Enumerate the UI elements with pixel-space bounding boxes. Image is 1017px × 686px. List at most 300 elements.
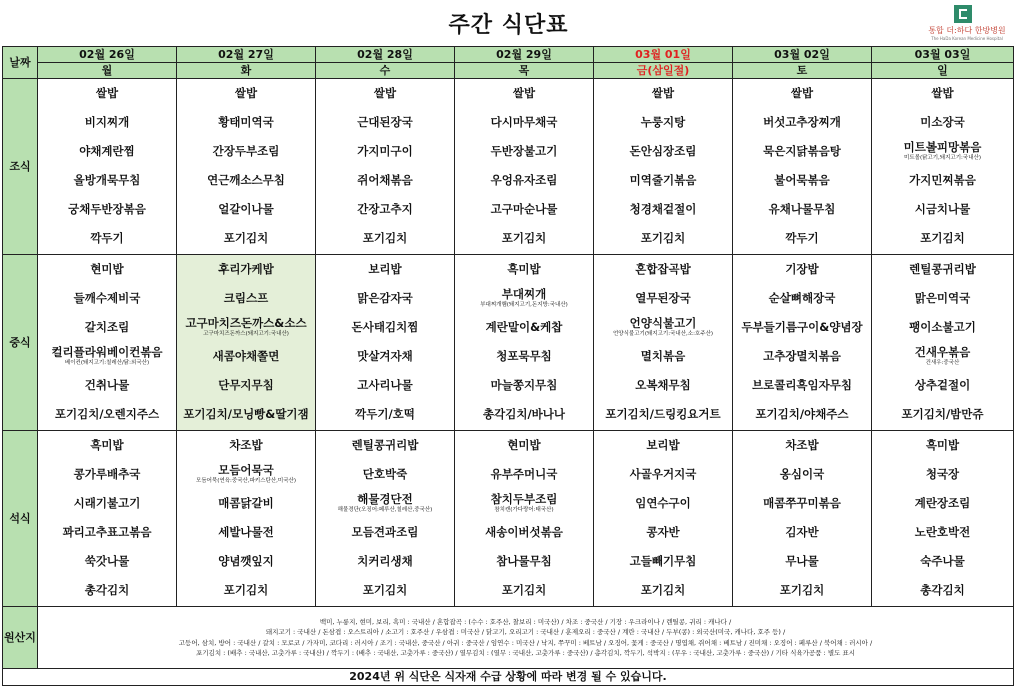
dish-name: 얼갈이나물 bbox=[218, 201, 274, 216]
dish-name: 야채계란찜 bbox=[79, 143, 135, 158]
day-date: 02월 28일 bbox=[316, 47, 455, 63]
dish-name: 가지미구이 bbox=[357, 143, 413, 158]
dish-name: 상추겉절이 bbox=[914, 377, 971, 392]
menu-item bbox=[733, 342, 871, 371]
menu-item bbox=[455, 255, 593, 284]
dish-name: 차조밥 bbox=[229, 437, 263, 452]
menu-item bbox=[177, 255, 315, 284]
day-date: 03월 02일 bbox=[733, 47, 872, 63]
menu-item bbox=[455, 400, 593, 429]
menu-item bbox=[316, 342, 454, 371]
menu-item bbox=[316, 224, 454, 253]
dish-name: 맑은감자국 bbox=[357, 290, 413, 305]
dish-name: 포기김치 bbox=[501, 230, 547, 245]
dish-name: 깍두기 bbox=[785, 230, 819, 245]
dish-name: 갈치조림 bbox=[84, 319, 130, 334]
dish-origin-note: 모듬어묵(연육:중국산,파키스탄산,미국산) bbox=[196, 478, 296, 485]
menu-item bbox=[594, 518, 732, 547]
logo-subtitle: The HaDa Korean Medicine Hospital bbox=[931, 36, 1003, 41]
dish-name: 불어묵볶음 bbox=[774, 172, 830, 187]
lunch-label: 중식 bbox=[3, 255, 38, 431]
dish-name: 순살뼈해장국 bbox=[768, 290, 836, 305]
menu-item bbox=[38, 284, 176, 313]
dish-name: 콩자반 bbox=[646, 524, 680, 539]
origin-label: 원산지 bbox=[3, 607, 38, 669]
menu-item bbox=[872, 460, 1013, 489]
page-title: 주간 식단표 bbox=[448, 13, 569, 38]
menu-item bbox=[594, 166, 732, 195]
dish-name: 묵은지닭볶음탕 bbox=[763, 143, 841, 158]
dish-name: 맑은미역국 bbox=[914, 290, 971, 305]
dish-name: 들깨수제비국 bbox=[73, 290, 141, 305]
day-of-week: 화 bbox=[177, 63, 316, 79]
dish-name: 다시마무채국 bbox=[490, 114, 558, 129]
dish-name: 미소장국 bbox=[920, 114, 965, 129]
dish-name: 보리밥 bbox=[368, 261, 402, 276]
day-date: 02월 29일 bbox=[455, 47, 594, 63]
menu-item bbox=[733, 431, 871, 460]
dish-name: 쑥갓나물 bbox=[84, 553, 130, 568]
menu-item bbox=[733, 489, 871, 518]
dinner-menu-cell bbox=[455, 431, 594, 607]
dish-name: 사골우거지국 bbox=[629, 466, 697, 481]
menu-item bbox=[594, 547, 732, 576]
menu-item bbox=[177, 547, 315, 576]
menu-item bbox=[594, 489, 732, 518]
dish-name: 새콤야채쫄면 bbox=[212, 348, 280, 363]
menu-item bbox=[316, 576, 454, 605]
dish-name: 미트볼피망볶음 bbox=[903, 140, 982, 155]
dish-name: 포기김치 bbox=[640, 582, 686, 597]
dish-name: 열무된장국 bbox=[635, 290, 691, 305]
menu-item bbox=[872, 342, 1013, 371]
dish-name: 오복채무침 bbox=[635, 377, 691, 392]
origin-line: 백미, 누룽지, 현미, 보리, 흑미 : 국내산 / 혼합잡곡 : (수수 : 호주산, 찰보리 : 미국산) / 차조 : 중국산 / 기장 : 우크라이나 / 렌틸콩, 귀리 : 캐나다 / bbox=[319, 618, 732, 627]
dish-name: 쌀밥 bbox=[512, 85, 536, 100]
date-label: 날짜 bbox=[3, 47, 38, 79]
day-of-week: 금(삼일절) bbox=[594, 63, 733, 79]
dish-name: 유채나물무침 bbox=[768, 201, 836, 216]
menu-item bbox=[455, 108, 593, 137]
dish-name: 부대찌개 bbox=[501, 287, 547, 302]
menu-item bbox=[455, 371, 593, 400]
menu-item bbox=[872, 255, 1013, 284]
origin-line: 고등어, 삼치, 방어 : 국내산 / 갈치 : 모로코 / 가자미, 코다리 : 러시아 / 조기 : 국내산, 중국산 / 아귀 : 중국산 / 임연수 : 미국산 / 낙지, 쭈꾸미 : 베트남 / 오징어, 꽃게 : 중국산 / 명엽채, 쥐어채 : 베트남 / 진미채 : 오징어 : 페루산 / 북어채 : 러시아 / bbox=[178, 638, 873, 647]
menu-item bbox=[38, 400, 176, 429]
breakfast-menu-cell bbox=[733, 79, 872, 255]
dish-name: 포기김치 bbox=[920, 230, 965, 245]
menu-item bbox=[177, 576, 315, 605]
menu-item bbox=[316, 431, 454, 460]
menu-item bbox=[177, 195, 315, 224]
menu-item bbox=[316, 195, 454, 224]
menu-item bbox=[455, 489, 593, 518]
day-of-week: 월 bbox=[38, 63, 177, 79]
menu-item bbox=[872, 108, 1013, 137]
menu-item bbox=[733, 255, 871, 284]
dinner-menu-cell bbox=[177, 431, 316, 607]
dish-name: 치커리생채 bbox=[357, 553, 413, 568]
menu-item bbox=[733, 547, 871, 576]
menu-item bbox=[38, 79, 176, 108]
menu-item bbox=[594, 195, 732, 224]
menu-item bbox=[872, 576, 1013, 605]
dish-name: 총각김치/바나나 bbox=[483, 406, 565, 421]
menu-item bbox=[316, 489, 454, 518]
dish-name: 청국장 bbox=[925, 466, 960, 481]
dish-name: 브로콜리흑임자무침 bbox=[752, 377, 852, 392]
menu-item bbox=[455, 460, 593, 489]
menu-item bbox=[177, 400, 315, 429]
dish-name: 멸치볶음 bbox=[640, 348, 686, 363]
dish-name: 미역줄기볶음 bbox=[629, 172, 697, 187]
dish-name: 고들빼기무침 bbox=[629, 553, 697, 568]
menu-item bbox=[872, 371, 1013, 400]
dish-name: 현미밥 bbox=[507, 437, 541, 452]
menu-item bbox=[38, 489, 176, 518]
dish-name: 혼합잡곡밥 bbox=[635, 261, 691, 276]
dish-name: 포기김치/밤만쥬 bbox=[901, 406, 984, 421]
dish-name: 마늘쫑지무침 bbox=[490, 377, 558, 392]
dish-name: 포기김치 bbox=[223, 582, 269, 597]
dish-name: 포기김치/오렌지주스 bbox=[54, 406, 160, 421]
dish-name: 연근깨소스무침 bbox=[207, 172, 285, 187]
dinner-menu-cell bbox=[872, 431, 1014, 607]
logo-name: 통합 더:하다 한방병원 bbox=[928, 26, 1006, 35]
dish-name: 숙주나물 bbox=[920, 553, 965, 568]
menu-item bbox=[316, 518, 454, 547]
dish-name: 시금치나물 bbox=[914, 201, 971, 216]
dish-name: 계란말이&케찹 bbox=[485, 319, 563, 334]
dish-name: 크림스프 bbox=[223, 290, 269, 305]
dish-name: 컬리플라워베이컨볶음 bbox=[51, 345, 163, 360]
dish-name: 포기김치 bbox=[501, 582, 547, 597]
dish-name: 차조밥 bbox=[785, 437, 819, 452]
footer-note: 2024년 위 식단은 식자재 수급 상황에 따라 변경 될 수 있습니다. bbox=[3, 669, 1014, 686]
dish-name: 근대된장국 bbox=[357, 114, 413, 129]
menu-item bbox=[316, 371, 454, 400]
menu-item bbox=[872, 431, 1013, 460]
menu-item bbox=[872, 195, 1013, 224]
dish-name: 꽈리고추표고볶음 bbox=[62, 524, 152, 539]
menu-item bbox=[177, 431, 315, 460]
dish-origin-note: 언양식불고기(돼지고기:국내산,소:호주산) bbox=[612, 331, 714, 338]
menu-item bbox=[872, 400, 1013, 429]
menu-item bbox=[594, 137, 732, 166]
dish-name: 누룽지탕 bbox=[640, 114, 686, 129]
menu-item bbox=[455, 342, 593, 371]
dish-name: 건취나물 bbox=[84, 377, 130, 392]
dish-name: 무나물 bbox=[785, 553, 819, 568]
menu-item bbox=[733, 284, 871, 313]
dish-origin-note: 고구마치즈돈까스(돼지고기:국내산) bbox=[203, 331, 289, 338]
menu-item bbox=[177, 137, 315, 166]
day-date: 03월 01일 bbox=[594, 47, 733, 63]
dish-name: 새송이버섯볶음 bbox=[485, 524, 563, 539]
menu-item bbox=[38, 224, 176, 253]
breakfast-menu-cell bbox=[594, 79, 733, 255]
menu-item bbox=[455, 431, 593, 460]
dish-name: 간장두부조림 bbox=[212, 143, 280, 158]
day-date: 02월 26일 bbox=[38, 47, 177, 63]
dish-name: 포기김치 bbox=[362, 230, 408, 245]
dish-name: 렌틸콩귀리밥 bbox=[909, 261, 976, 276]
dish-name: 깍두기/호떡 bbox=[355, 406, 415, 421]
menu-item bbox=[177, 108, 315, 137]
dish-name: 포기김치/야채주스 bbox=[755, 406, 849, 421]
dish-name: 고추장멸치볶음 bbox=[763, 348, 841, 363]
menu-item bbox=[872, 489, 1013, 518]
menu-item bbox=[316, 547, 454, 576]
menu-item bbox=[177, 371, 315, 400]
menu-item bbox=[594, 255, 732, 284]
dish-name: 참나물무침 bbox=[496, 553, 552, 568]
breakfast-menu-cell bbox=[872, 79, 1014, 255]
menu-item bbox=[455, 284, 593, 313]
dish-name: 깍두기 bbox=[90, 230, 124, 245]
dish-name: 시래기불고기 bbox=[73, 495, 141, 510]
lunch-menu-cell bbox=[38, 255, 177, 431]
logo-mark-icon bbox=[954, 5, 972, 23]
dish-name: 모듬어묵국 bbox=[218, 463, 274, 478]
dish-name: 쌀밥 bbox=[790, 85, 814, 100]
menu-item bbox=[455, 313, 593, 342]
menu-item bbox=[594, 431, 732, 460]
menu-item bbox=[455, 547, 593, 576]
dish-name: 모듬견과조림 bbox=[351, 524, 419, 539]
menu-item bbox=[38, 431, 176, 460]
menu-item bbox=[38, 576, 176, 605]
dish-name: 흑미밥 bbox=[925, 437, 960, 452]
dinner-label: 석식 bbox=[3, 431, 38, 607]
dish-name: 황태미역국 bbox=[218, 114, 274, 129]
menu-item bbox=[733, 400, 871, 429]
menu-item bbox=[316, 255, 454, 284]
menu-item bbox=[316, 166, 454, 195]
breakfast-menu-cell bbox=[177, 79, 316, 255]
menu-item bbox=[872, 79, 1013, 108]
dish-name: 기장밥 bbox=[785, 261, 819, 276]
dish-name: 단무지무침 bbox=[218, 377, 274, 392]
dish-name: 포기김치 bbox=[362, 582, 408, 597]
dish-name: 맛살겨자채 bbox=[357, 348, 413, 363]
menu-item bbox=[316, 79, 454, 108]
dish-name: 콩가루배추국 bbox=[73, 466, 141, 481]
hospital-logo bbox=[922, 5, 1012, 43]
dish-name: 흑미밥 bbox=[90, 437, 124, 452]
menu-item bbox=[316, 460, 454, 489]
menu-item bbox=[594, 284, 732, 313]
dish-name: 언양식불고기 bbox=[629, 316, 697, 331]
dish-name: 돈안심장조림 bbox=[629, 143, 697, 158]
lunch-menu-cell bbox=[594, 255, 733, 431]
dish-name: 계란장조림 bbox=[914, 495, 971, 510]
dish-name: 양념깻잎지 bbox=[218, 553, 274, 568]
menu-item bbox=[316, 137, 454, 166]
menu-item bbox=[594, 460, 732, 489]
menu-item bbox=[177, 489, 315, 518]
dish-name: 세발나물전 bbox=[218, 524, 274, 539]
menu-item bbox=[733, 166, 871, 195]
dish-name: 팽이소불고기 bbox=[909, 319, 976, 334]
menu-item bbox=[733, 79, 871, 108]
dish-name: 두반장불고기 bbox=[490, 143, 558, 158]
menu-item bbox=[455, 576, 593, 605]
menu-item bbox=[872, 284, 1013, 313]
dish-name: 현미밥 bbox=[90, 261, 124, 276]
weekly-menu-table bbox=[2, 46, 1014, 686]
menu-item bbox=[455, 195, 593, 224]
menu-item bbox=[38, 255, 176, 284]
menu-item bbox=[733, 576, 871, 605]
menu-item bbox=[733, 313, 871, 342]
dish-name: 참치두부조림 bbox=[490, 492, 558, 507]
breakfast-menu-cell bbox=[316, 79, 455, 255]
menu-item bbox=[177, 224, 315, 253]
dish-name: 가지민찌볶음 bbox=[909, 172, 976, 187]
dish-origin-note: 미트볼(닭고기,돼지고기:국내산) bbox=[904, 155, 981, 162]
dish-name: 포기김치 bbox=[640, 230, 686, 245]
menu-item bbox=[872, 547, 1013, 576]
origin-info bbox=[38, 607, 1014, 669]
menu-item bbox=[733, 518, 871, 547]
dish-name: 보리밥 bbox=[646, 437, 680, 452]
menu-item bbox=[594, 342, 732, 371]
dish-name: 올방개묵무침 bbox=[73, 172, 141, 187]
menu-item bbox=[177, 79, 315, 108]
menu-item bbox=[38, 371, 176, 400]
menu-item bbox=[594, 313, 732, 342]
menu-item bbox=[38, 313, 176, 342]
dish-name: 버섯고추장찌개 bbox=[763, 114, 841, 129]
menu-item bbox=[872, 518, 1013, 547]
dish-name: 건새우볶음 bbox=[914, 345, 971, 360]
dinner-menu-cell bbox=[316, 431, 455, 607]
menu-item bbox=[316, 313, 454, 342]
dish-name: 궁채두반장볶음 bbox=[68, 201, 146, 216]
menu-item bbox=[316, 284, 454, 313]
dish-name: 김자반 bbox=[785, 524, 819, 539]
dish-origin-note: 건새우:중국산 bbox=[925, 360, 960, 367]
dish-name: 쌀밥 bbox=[95, 85, 119, 100]
menu-item bbox=[594, 108, 732, 137]
menu-item bbox=[316, 400, 454, 429]
dish-name: 해물경단전 bbox=[357, 492, 413, 507]
dish-name: 총각김치 bbox=[84, 582, 130, 597]
dish-origin-note: 참치캔(가다랑어:태국산) bbox=[494, 507, 554, 514]
dish-name: 매콤쭈꾸미볶음 bbox=[763, 495, 841, 510]
menu-item bbox=[733, 460, 871, 489]
dish-origin-note: 부대찌개햄(돼지고기,돈지방:국내산) bbox=[480, 302, 568, 309]
menu-item bbox=[733, 137, 871, 166]
menu-item bbox=[177, 166, 315, 195]
menu-item bbox=[594, 576, 732, 605]
day-of-week: 토 bbox=[733, 63, 872, 79]
menu-item bbox=[594, 371, 732, 400]
dish-name: 포기김치 bbox=[223, 230, 269, 245]
menu-item bbox=[872, 313, 1013, 342]
dinner-menu-cell bbox=[594, 431, 733, 607]
menu-item bbox=[38, 518, 176, 547]
dish-name: 쌀밥 bbox=[373, 85, 397, 100]
lunch-menu-cell bbox=[733, 255, 872, 431]
menu-item bbox=[38, 460, 176, 489]
menu-item bbox=[733, 108, 871, 137]
menu-item bbox=[733, 195, 871, 224]
dinner-menu-cell bbox=[733, 431, 872, 607]
menu-item bbox=[455, 224, 593, 253]
dish-name: 임연수구이 bbox=[635, 495, 691, 510]
day-date: 02월 27일 bbox=[177, 47, 316, 63]
breakfast-label: 조식 bbox=[3, 79, 38, 255]
dish-name: 총각김치 bbox=[920, 582, 965, 597]
dish-name: 청포묵무침 bbox=[496, 348, 552, 363]
breakfast-menu-cell bbox=[455, 79, 594, 255]
menu-item bbox=[594, 79, 732, 108]
dinner-menu-cell bbox=[38, 431, 177, 607]
menu-item bbox=[38, 547, 176, 576]
menu-item bbox=[38, 166, 176, 195]
menu-item bbox=[872, 137, 1013, 166]
menu-item bbox=[38, 108, 176, 137]
breakfast-menu-cell bbox=[38, 79, 177, 255]
menu-item bbox=[733, 224, 871, 253]
dish-name: 렌틸콩귀리밥 bbox=[351, 437, 419, 452]
day-of-week: 일 bbox=[872, 63, 1014, 79]
dish-origin-note: 해물경단(오징어:페루산,칠레산,중국산) bbox=[337, 507, 433, 514]
origin-line: 포기김치 : (배추 : 국내산, 고춧가루 : 국내산) / 깍두기 : (배추 : 국내산, 고춧가루 : 중국산) / 열무김치 : (열무 : 국내산, 고춧가루 : 중국산) / 총각김치, 깍두기, 석박지 : (무우 : 국내산, 고춧가루 : 중국산) / 기타 식육가공품 : 별도 표시 bbox=[195, 648, 855, 657]
menu-item bbox=[38, 342, 176, 371]
menu-item bbox=[316, 108, 454, 137]
dish-name: 우엉유자조림 bbox=[490, 172, 558, 187]
day-of-week: 목 bbox=[455, 63, 594, 79]
menu-item bbox=[177, 313, 315, 342]
dish-name: 두부들기름구이&양념장 bbox=[741, 319, 863, 334]
dish-name: 비지찌개 bbox=[84, 114, 130, 129]
dish-name: 포기김치/드링킹요거트 bbox=[605, 406, 721, 421]
dish-name: 쌀밥 bbox=[931, 85, 954, 100]
dish-name: 돈사태김치찜 bbox=[351, 319, 419, 334]
lunch-menu-cell bbox=[455, 255, 594, 431]
menu-item bbox=[872, 224, 1013, 253]
dish-name: 포기김치 bbox=[779, 582, 825, 597]
menu-item bbox=[594, 400, 732, 429]
menu-item bbox=[455, 166, 593, 195]
dish-name: 포기김치/모닝빵&딸기잼 bbox=[183, 406, 309, 421]
dish-name: 흑미밥 bbox=[507, 261, 541, 276]
lunch-menu-cell bbox=[872, 255, 1014, 431]
dish-name: 후리가케밥 bbox=[218, 261, 274, 276]
dish-name: 간장고추지 bbox=[357, 201, 413, 216]
lunch-menu-cell bbox=[316, 255, 455, 431]
menu-item bbox=[733, 371, 871, 400]
dish-name: 고구마치즈돈까스&소스 bbox=[185, 316, 307, 331]
dish-name: 고구마순나물 bbox=[490, 201, 558, 216]
menu-item bbox=[872, 166, 1013, 195]
menu-item bbox=[38, 195, 176, 224]
day-of-week: 수 bbox=[316, 63, 455, 79]
menu-item bbox=[455, 137, 593, 166]
dish-name: 매콤닭갈비 bbox=[218, 495, 274, 510]
dish-name: 고사리나물 bbox=[357, 377, 413, 392]
dish-name: 유부주머니국 bbox=[490, 466, 558, 481]
menu-item bbox=[177, 518, 315, 547]
menu-item bbox=[177, 342, 315, 371]
origin-line: 돼지고기 : 국내산 / 돈삼겹 : 오스트리아 / 소고기 : 호주산 / 우삼겹 : 미국산 / 닭고기, 오리고기 : 국내산 / 훈제오리 : 중국산 / 계란 : 국내산 / 두부(콩) : 외국산(미국, 캐나다, 호주 등) / bbox=[265, 628, 786, 637]
lunch-menu-cell bbox=[177, 255, 316, 431]
dish-name: 단호박죽 bbox=[362, 466, 408, 481]
menu-item bbox=[594, 224, 732, 253]
